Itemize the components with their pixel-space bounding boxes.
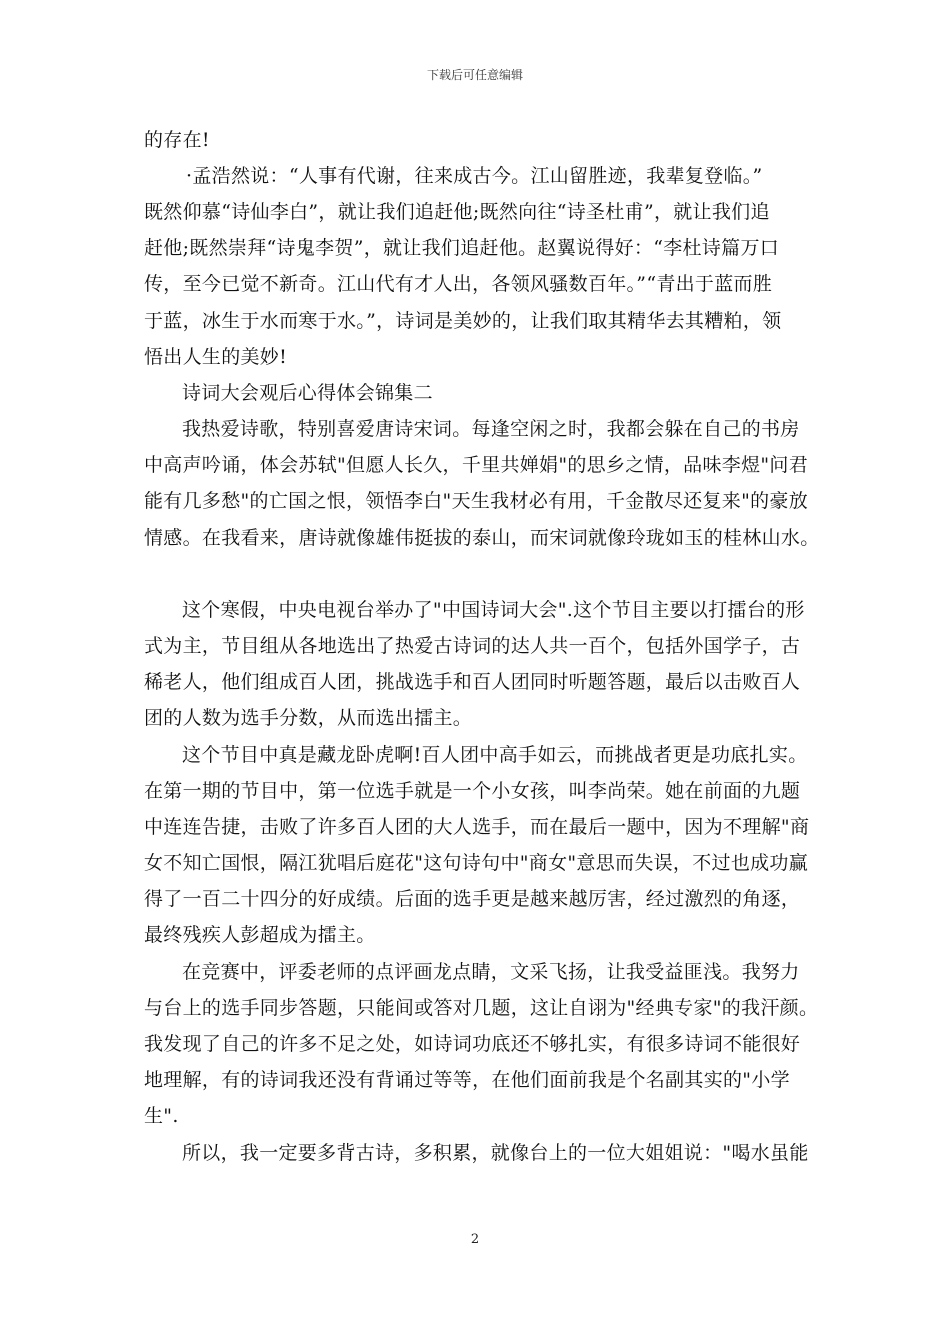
text-line: 赶他;既然崇拜“诗鬼李贺”，就让我们追赶他。赵翼说得好：“李杜诗篇万口	[144, 237, 780, 259]
text-line: 传，至今已觉不新奇。江山代有才人出，各领风骚数百年。”“青出于蓝而胜	[144, 273, 773, 295]
section-heading: 诗词大会观后心得体会锦集二	[182, 382, 433, 404]
text-line: 于蓝，冰生于水而寒于水。”，诗词是美妙的，让我们取其精华去其糟粕，领	[144, 310, 782, 332]
text-line: 稀老人，他们组成百人团，挑战选手和百人团同时听题答题，最后以击败百人	[144, 671, 801, 693]
text-line: 中高声吟诵，体会苏轼"但愿人长久，千里共婵娟"的思乡之情，品味李煜"问君	[144, 454, 809, 476]
text-line: 生".	[144, 1105, 179, 1127]
text-line: 式为主，节目组从各地选出了热爱古诗词的达人共一百个，包括外国学子，古	[144, 635, 801, 657]
text-line: 这个寒假，中央电视台举办了"中国诗词大会".这个节目主要以打擂台的形	[182, 599, 805, 621]
text-line: 情感。在我看来，唐诗就像雄伟挺拔的泰山，而宋词就像玲珑如玉的桂林山水。	[144, 527, 820, 549]
text-line: 得了一百二十四分的好成绩。后面的选手更是越来越厉害，经过激烈的角逐，	[144, 888, 801, 910]
text-line: 我热爱诗歌，特别喜爱唐诗宋词。每逢空闲之时，我都会躲在自己的书房	[182, 418, 800, 440]
page-number: 2	[470, 1232, 480, 1247]
page-header: 下载后可任意编辑	[426, 68, 523, 82]
text-line: 地理解，有的诗词我还没有背诵过等等，在他们面前我是个名副其实的"小学	[144, 1069, 790, 1091]
text-line: 我发现了自己的许多不足之处，如诗词功底还不够扎实，有很多诗词不能很好	[144, 1033, 801, 1055]
text-line: 悟出人生的美妙!	[144, 346, 288, 368]
text-line: 中连连告捷，击败了许多百人团的大人选手，而在最后一题中，因为不理解"商	[144, 816, 810, 838]
text-line: 既然仰慕“诗仙李白”，就让我们追赶他;既然向往“诗圣杜甫”，就让我们追	[144, 201, 770, 223]
text-line: 团的人数为选手分数，从而选出擂主。	[144, 707, 473, 729]
text-line: 最终残疾人彭超成为擂主。	[144, 924, 376, 946]
text-line: 在竞赛中，评委老师的点评画龙点睛，文采飞扬，让我受益匪浅。我努力	[182, 961, 800, 983]
text-line: 这个节目中真是藏龙卧虎啊!百人团中高手如云，而挑战者更是功底扎实。	[182, 744, 808, 766]
text-line: 的存在!	[144, 129, 210, 151]
text-line: 所以，我一定要多背古诗，多积累，就像台上的一位大姐姐说："喝水虽能	[182, 1142, 809, 1164]
text-line: 能有几多愁"的亡国之恨，领悟李白"天生我材必有用，千金散尽还复来"的豪放	[144, 490, 809, 512]
text-line: 与台上的选手同步答题，只能间或答对几题，这让自诩为"经典专家"的我汗颜。	[144, 997, 819, 1019]
text-line: 女不知亡国恨，隔江犹唱后庭花"这句诗句中"商女"意思而失误，不过也成功赢	[144, 852, 809, 874]
text-line: 在第一期的节目中，第一位选手就是一个小女孩，叫李尚荣。她在前面的九题	[144, 780, 801, 802]
text-line: ·孟浩然说：“人事有代谢，往来成古今。江山留胜迹，我辈复登临。”	[186, 165, 763, 187]
